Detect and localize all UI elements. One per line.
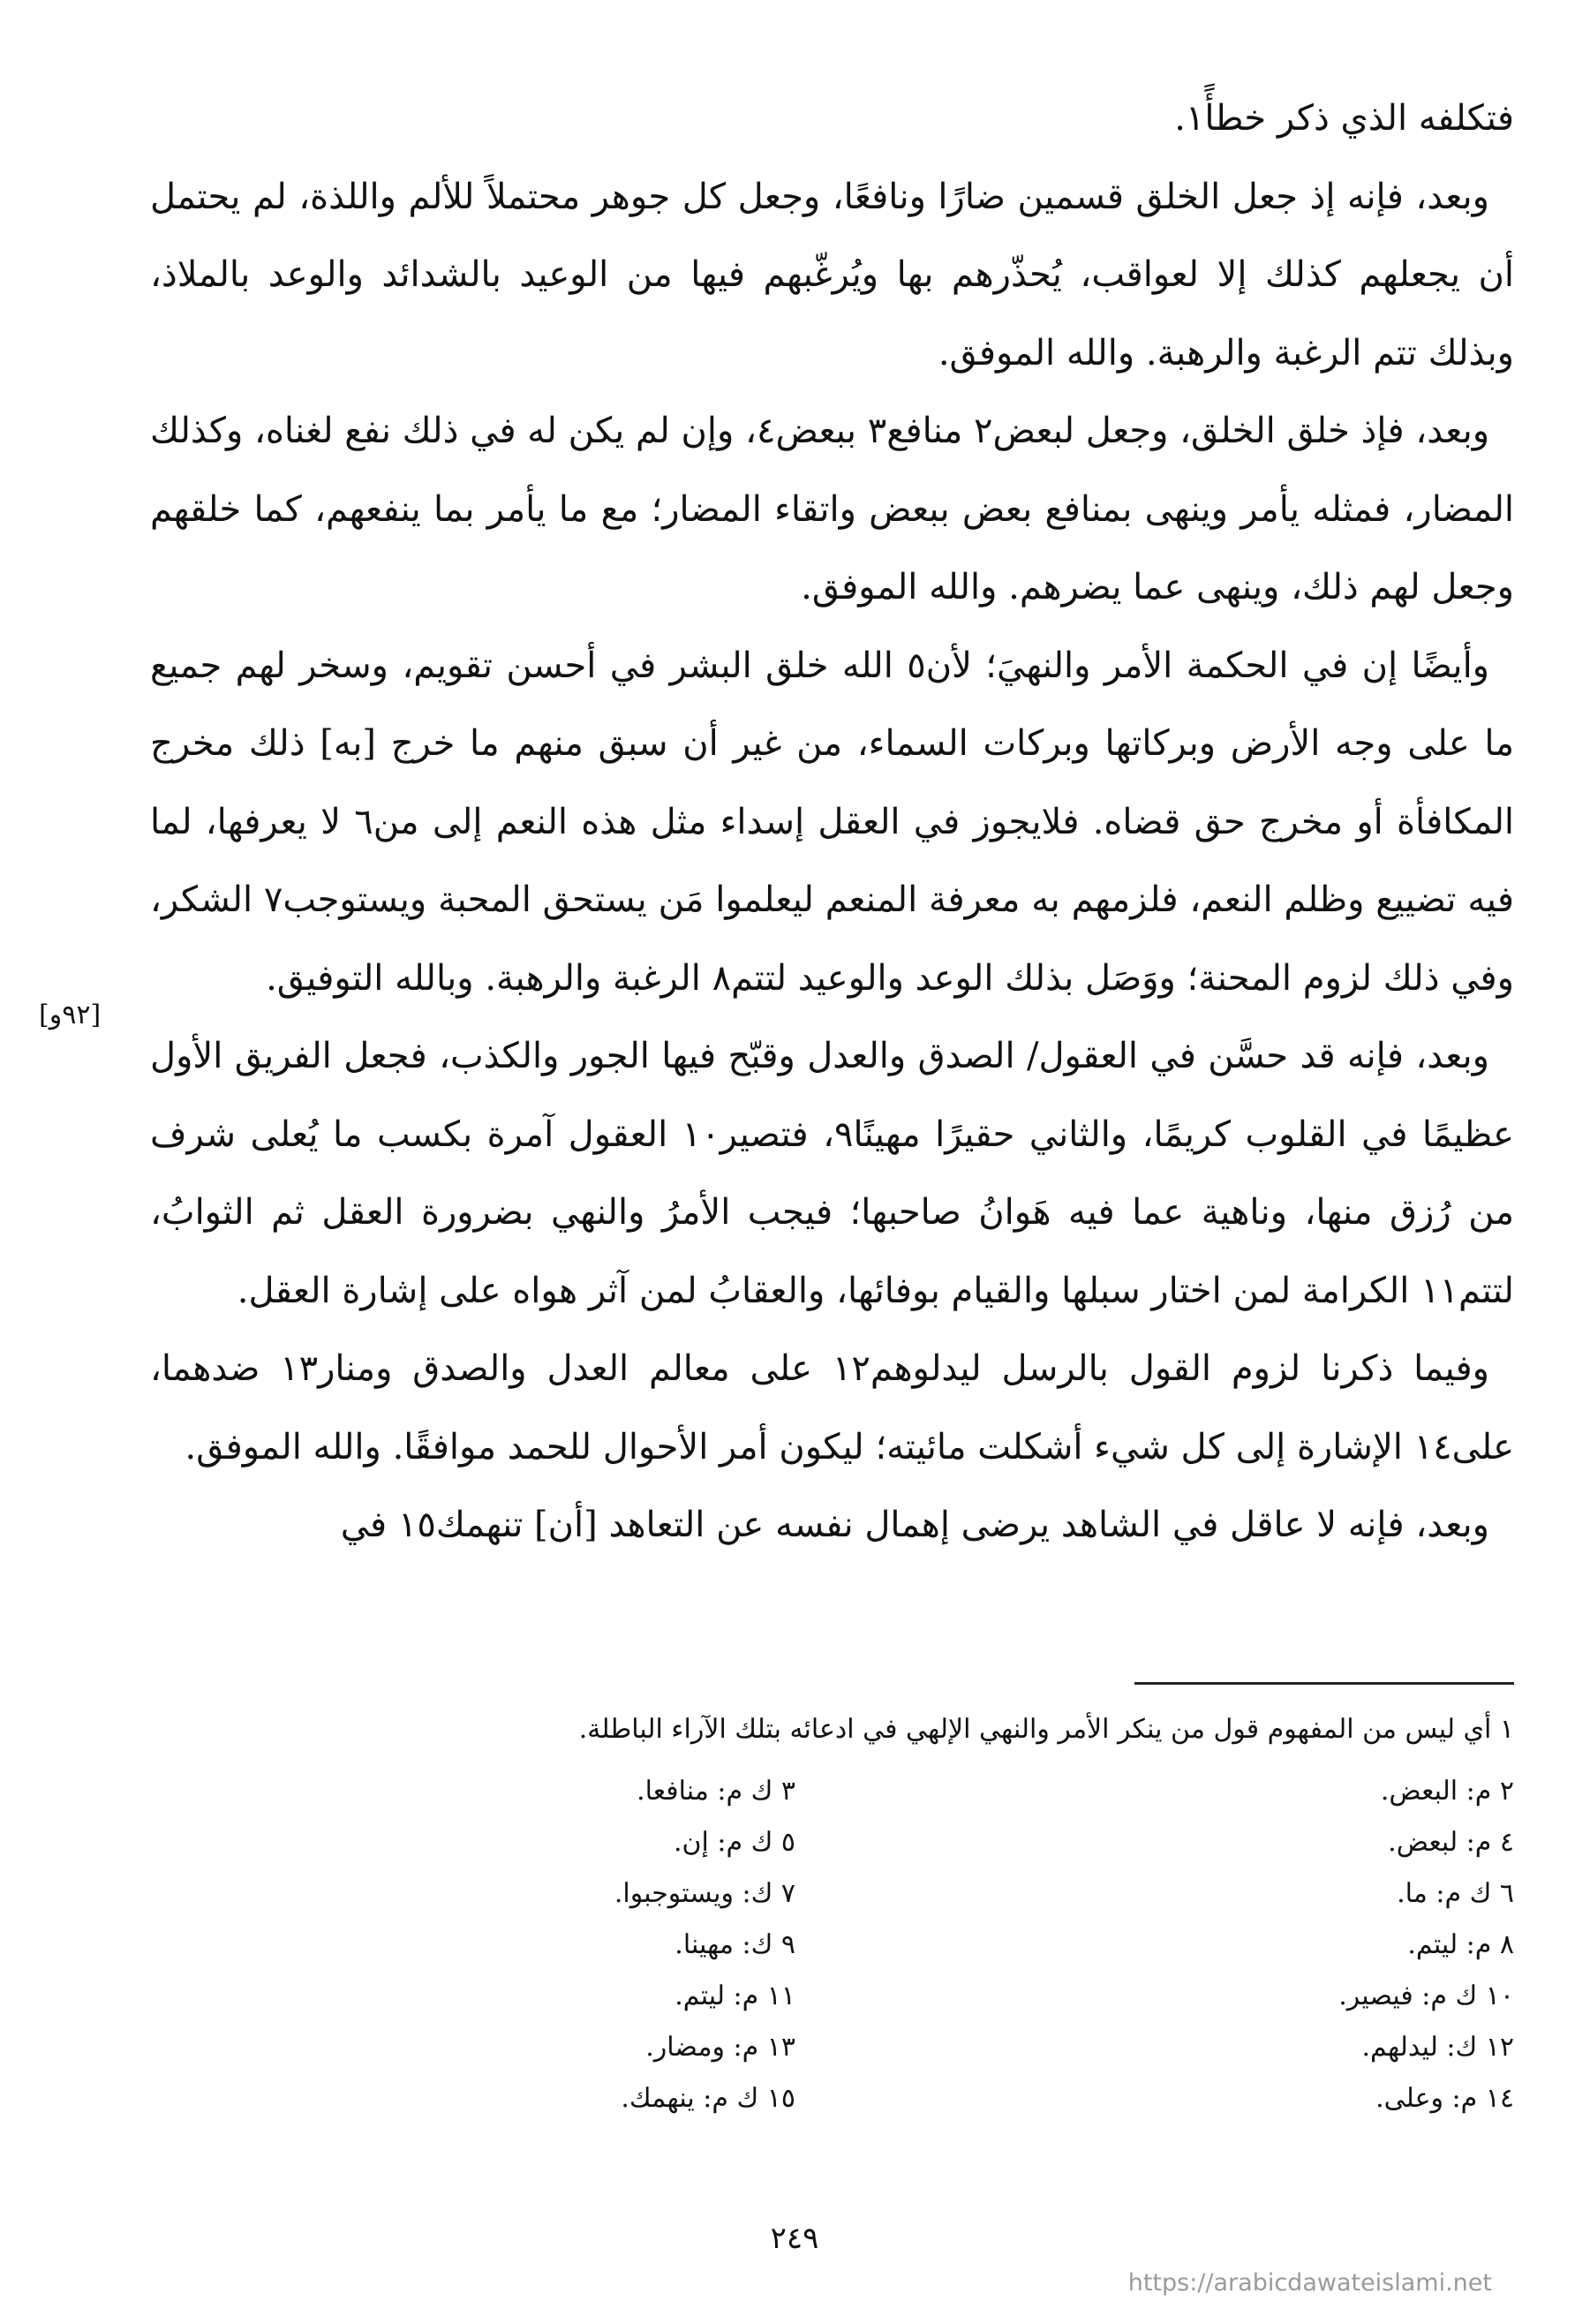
paragraph-4: وأيضًا إن في الحكمة الأمر والنهيَ؛ لأن٥ الله خلق البشر في أحسن تقويم، وسخر لهم جميع ما على وجه الأرض وبركاتها وبركات السماء، من غير أن سبق منهم ما خرج [به] ذلك مخرج المكافأة أو مخرج حق قضاه. فلايجوز في العقل إسداء مثل هذه النعم إلى من٦ لا يعرفها، لما فيه تضييع وظلم النعم، فلزمهم به معرفة المنعم ليعلموا مَن يستحق المحبة ويستوجب٧ الشكر، وفي ذلك لزوم المحنة؛ ووَصَل بذلك الوعد والوعيد لتتم٨ الرغبة والرهبة. وبالله التوفيق. <box>150 645 1514 999</box>
footnote-item: ١٣ م: ومضار. <box>645 2032 795 2063</box>
paragraph-5: وبعد، فإنه قد حسَّن في العقول/ الصدق والعدل وقبّح فيها الجور والكذب، فجعل الفريق الأول عظيمًا في القلوب كريمًا، والثاني حقيرًا مهينًا٩، فتصير١٠ العقول آمرة بكسب ما يُعلى شرف من رُزق منها، وناهية عما فيه هَوانُ صاحبها؛ فيجب الأمرُ والنهي بضرورة العقل ثم الثوابُ، لتتم١١ الكرامة لمن اختار سبلها والقيام بوفائها، والعقابُ لمن آثر هواه على إشارة العقل. <box>150 1036 1514 1311</box>
footnote-item: ٨ م: ليتم. <box>1407 1929 1514 1960</box>
footnote-item: ٥ ك م: إن. <box>673 1827 795 1858</box>
footnote-item: ٤ م: لبعض. <box>1388 1827 1514 1858</box>
footnote-item: ٢ م: البعض. <box>1380 1776 1514 1807</box>
footnote-item: ١٥ ك م: ينهمك. <box>621 2083 795 2114</box>
footnote-item: ٩ ك: مهينا. <box>674 1929 795 1960</box>
paragraph-1: فتكلفه الذي ذكر خطأً١. <box>1174 98 1514 139</box>
footnote-divider <box>1134 1682 1514 1685</box>
paragraph-7: وبعد، فإنه لا عاقل في الشاهد يرضى إهمال نفسه عن التعاهد [أن] تنهمك١٥ في <box>340 1505 1489 1545</box>
footnote-item: ١٤ م: وعلى. <box>1375 2083 1514 2114</box>
watermark-url: https://arabicdawateislami.net <box>1127 2269 1492 2297</box>
paragraph-3: وبعد، فإذ خلق الخلق، وجعل لبعض٢ منافع٣ ببعض٤، وإن لم يكن له في ذلك نفع لغناه، وكذلك المضار، فمثله يأمر وينهى بمنافع بعض ببعض واتقاء المضار؛ مع ما يأمر بما ينفعهم، كما خلقهم وجعل لهم ذلك، وينهى عما يضرهم. والله الموفق. <box>150 411 1514 607</box>
page-number: ٢٤٩ <box>770 2221 819 2256</box>
footnotes-right-column <box>949 1766 1514 2124</box>
footnote-text: ١ أي ليس من المفهوم قول من ينكر الأمر والنهي الإلهي في ادعائه بتلك الآراء الباطلة. <box>578 1714 1514 1745</box>
footnote-item: ٧ ك: ويستوجبوا. <box>614 1878 795 1909</box>
paragraph-2: وبعد، فإنه إذ جعل الخلق قسمين ضارًا ونافعًا، وجعل كل جوهر محتملاً للألم واللذة، لم يحتمل أن يجعلهم كذلك إلا لعواقب، يُحذّرهم بها ويُرغّبهم فيها من الوعيد بالشدائد والوعد بالملاذ، وبذلك تتم الرغبة والرهبة. والله الموفق. <box>150 176 1514 374</box>
footnote-1 <box>102 1704 1514 1755</box>
footnote-item: ٣ ك م: منافعا. <box>637 1776 795 1807</box>
footnote-item: ٦ ك م: ما. <box>1397 1878 1514 1909</box>
footnote-item: ١٢ ك: ليدلهم. <box>1361 2032 1514 2063</box>
footnote-item: ١٠ ك م: فيصير. <box>1338 1981 1514 2011</box>
manuscript-folio-marker: [٩٢و] <box>39 1000 102 1030</box>
footnote-item: ١١ م: ليتم. <box>674 1981 795 2011</box>
footnotes-left-column <box>230 1766 795 2124</box>
main-text <box>150 79 1514 1565</box>
paragraph-6: وفيما ذكرنا لزوم القول بالرسل ليدلوهم١٢ على معالم العدل والصدق ومنار١٣ ضدهما، على١٤ الإشارة إلى كل شيء أشكلت مائيته؛ ليكون أمر الأحوال للحمد موافقًا. والله الموفق. <box>150 1348 1514 1468</box>
